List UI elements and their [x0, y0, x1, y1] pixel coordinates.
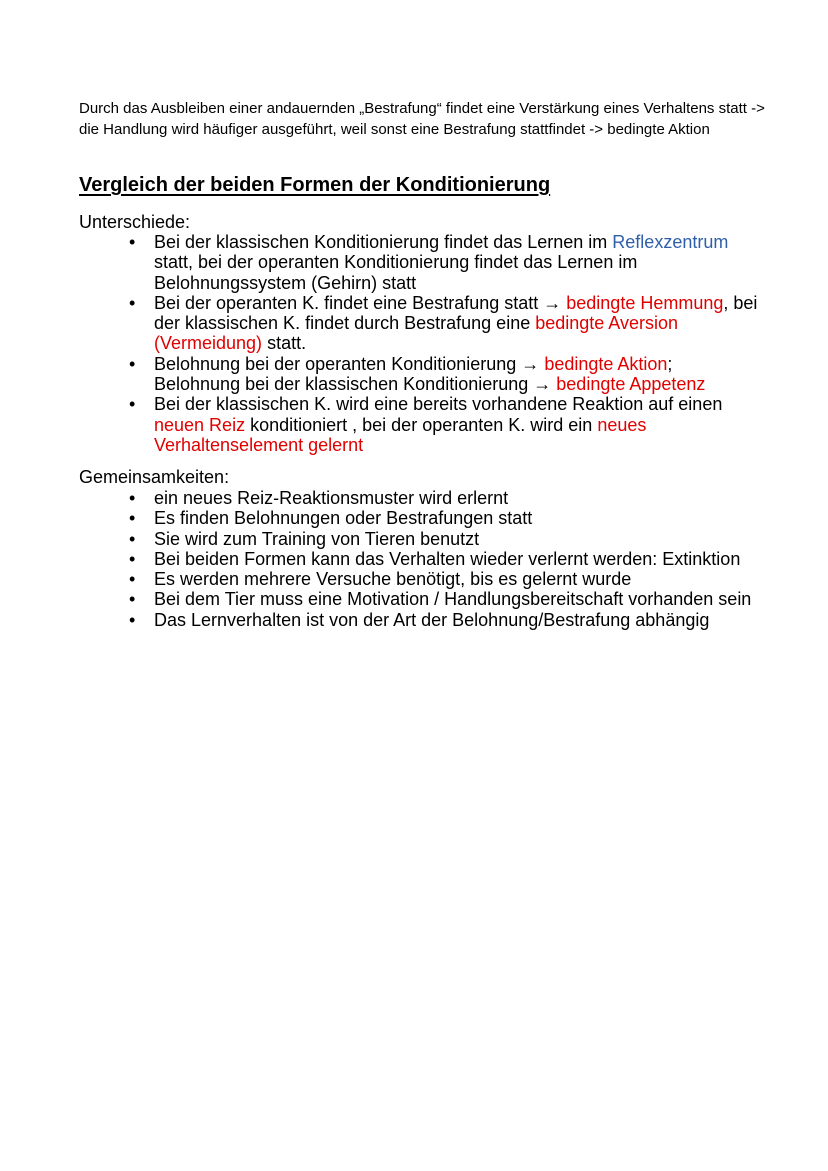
item-text: , bei der klassischen K. findet durch Bestrafung eine [154, 292, 758, 334]
item-text: Es werden mehrere Versuche benötigt, bis es gelernt wurde [154, 569, 632, 590]
list-item [0, 354, 764, 395]
bullet-icon: • [129, 488, 136, 508]
list-item [0, 589, 764, 609]
list-item [0, 529, 764, 549]
bullet-icon: • [129, 528, 136, 549]
highlight-term: neuen Reiz [154, 414, 246, 435]
bullet-icon: • [129, 508, 136, 529]
item-text: Sie wird zum Training von Tieren benutzt [154, 528, 480, 549]
list-item [0, 610, 764, 630]
differences-list [0, 232, 764, 455]
item-text: statt, bei der operanten Konditionierung findet das Lernen im Belohnungssystem (Gehirn) statt [154, 252, 638, 293]
bullet-icon: • [129, 292, 136, 313]
highlight-term: neues Verhaltenselement gelernt [154, 414, 647, 455]
item-text: Bei beiden Formen kann das Verhalten wieder verlernt werden: Extinktion [154, 548, 741, 569]
list-item [0, 549, 764, 569]
section-heading: Vergleich der beiden Formen der Konditionierung [79, 174, 551, 196]
item-text: Bei der operanten K. findet eine Bestrafung statt → [154, 292, 562, 313]
item-text: Bei der klassischen K. wird eine bereits vorhandene Reaktion auf einen [154, 394, 723, 415]
highlight-term: Reflexzentrum [612, 232, 729, 252]
item-text: statt. [267, 333, 307, 354]
item-text: Belohnung bei der operanten Konditionierung → [154, 353, 540, 374]
item-text: Es finden Belohnungen oder Bestrafungen statt [154, 508, 533, 529]
list-item [0, 293, 764, 354]
bullet-icon: • [129, 232, 136, 252]
item-text: Bei der klassischen Konditionierung findet das Lernen im [154, 232, 608, 252]
highlight-term: bedingte Aktion [544, 353, 668, 374]
bullet-icon: • [129, 569, 136, 590]
intro-paragraph: Durch das Ausbleiben einer andauernden „Bestrafung“ findet eine Verstärkung eines Verhaltens statt -> die Handlung wird häufiger ausgeführt, weil sonst eine Bestrafung stattfindet -> bedingte Aktion [79, 100, 765, 138]
item-text: ; [667, 353, 673, 374]
list-item [0, 232, 764, 293]
item-text: Belohnung bei der klassischen Konditionierung → [154, 374, 552, 395]
differences-label: Unterschiede: [79, 212, 191, 232]
list-item [0, 394, 764, 455]
highlight-term: bedingte Appetenz [556, 374, 706, 395]
item-text: konditioniert , bei der operanten K. wird ein [250, 414, 593, 435]
item-text: Bei dem Tier muss eine Motivation / Handlungsbereitschaft vorhanden sein [154, 589, 752, 610]
highlight-term: bedingte Hemmung [566, 292, 724, 313]
highlight-term: bedingte Aversion (Vermeidung) [154, 313, 679, 354]
list-item [0, 488, 764, 508]
bullet-icon: • [129, 609, 136, 630]
bullet-icon: • [129, 394, 136, 415]
item-text: Das Lernverhalten ist von der Art der Belohnung/Bestrafung abhängig [154, 609, 710, 630]
commonalities-label: Gemeinsamkeiten: [79, 467, 230, 487]
commonalities-list [0, 488, 764, 630]
bullet-icon: • [129, 548, 136, 569]
bullet-icon: • [129, 353, 136, 374]
item-text: ein neues Reiz-Reaktionsmuster wird erlernt [154, 488, 509, 508]
list-item [0, 508, 764, 528]
list-item [0, 569, 764, 589]
bullet-icon: • [129, 589, 136, 610]
